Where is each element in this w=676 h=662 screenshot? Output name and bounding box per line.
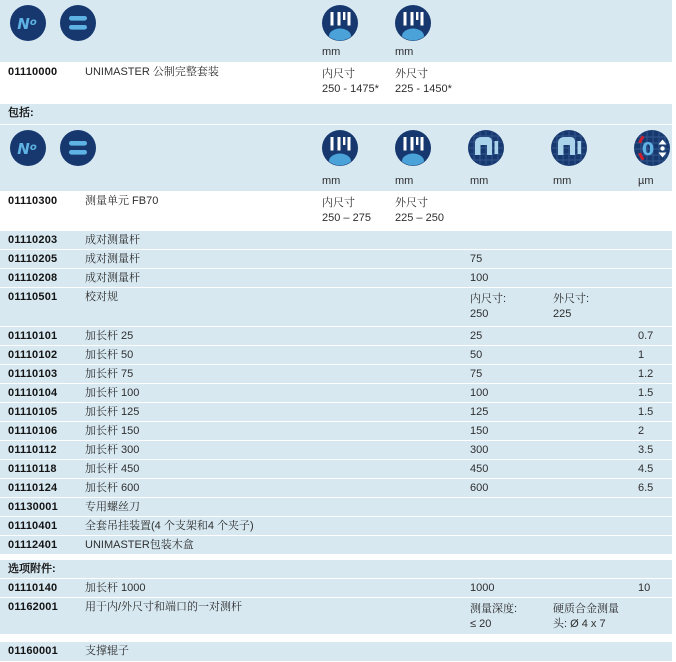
item-description: 用于内/外尺寸和端口的一对测杆 [85,601,243,613]
items-table-header [0,125,672,191]
item-description: UNIMASTER 公制完整套装 [85,66,219,78]
article-number: 01110401 [8,520,58,532]
item-description: 支撑辊子 [85,645,129,657]
table-row [0,327,672,345]
table-row [0,346,672,364]
inside-value: 内尺寸: 250 [470,293,507,320]
measuring-range-inside-icon [322,5,358,41]
item-description: 全套吊挂装置(4 个支架和4 个夹子) [85,520,254,532]
article-number: 01162001 [8,601,58,613]
value-mm: 75 [470,253,483,265]
table-row [0,579,672,597]
table-row [0,536,672,554]
article-number: 01110205 [8,253,58,265]
value-um: 2 [638,425,645,437]
article-number: 01110104 [8,387,58,399]
table-row [0,288,672,326]
article-number: 01110102 [8,349,58,361]
order-number-icon [10,5,46,41]
table-row [0,517,672,535]
value-um: 1.5 [638,387,654,399]
table-row [0,642,672,661]
options-section-row [0,560,672,578]
table-row [0,403,672,421]
value-um: 1 [638,349,645,361]
value-mm: 150 [470,425,489,437]
item-description: 加长杆 300 [85,444,140,456]
includes-label: 包括: [8,107,34,119]
item-description: 成对测量杆 [85,234,140,246]
caliper-icon [468,130,504,166]
item-description: 加长杆 1000 [85,582,146,594]
unit-label: mm [395,175,414,187]
item-description: 加长杆 600 [85,482,140,494]
article-number: 01110101 [8,330,58,342]
value-mm: 100 [470,387,489,399]
includes-section-row [0,104,672,124]
value-mm: 1000 [470,582,495,594]
item-description: 专用螺丝刀 [85,501,140,513]
table-row [0,384,672,402]
item-description: 加长杆 125 [85,406,140,418]
unit-label: µm [638,175,654,187]
carbide-tip: 硬质合金测量 头: Ø 4 x 7 [553,603,619,630]
article-number: 01112401 [8,539,58,551]
item-description: 校对规 [85,291,118,303]
article-number: 01110105 [8,406,58,418]
article-number: 01110140 [8,582,58,594]
unit-label: mm [395,46,414,58]
measuring-range-outside-icon [395,130,431,166]
outside-range: 外尺寸 225 - 1450* [395,68,452,95]
value-um: 0.7 [638,330,654,342]
article-number: 01160001 [8,645,58,657]
inside-range: 内尺寸 250 - 1475* [322,68,379,95]
item-description: 加长杆 100 [85,387,140,399]
equals-icon [60,5,96,41]
value-mm: 25 [470,330,483,342]
value-mm: 125 [470,406,489,418]
unit-label: mm [470,175,489,187]
value-mm: 600 [470,482,489,494]
table-row [0,63,672,100]
value-um: 10 [638,582,651,594]
equals-icon [60,130,96,166]
outside-range: 外尺寸 225 – 250 [395,197,444,224]
item-description: 加长杆 50 [85,349,134,361]
value-mm: 450 [470,463,489,475]
inside-range: 内尺寸 250 – 275 [322,197,371,224]
table-row [0,231,672,249]
outside-value: 外尺寸: 225 [553,293,590,320]
table-row [0,192,672,230]
article-number: 01110106 [8,425,58,437]
measuring-range-inside-icon [322,130,358,166]
value-mm: 75 [470,368,483,380]
table-row [0,250,672,268]
accuracy-icon [634,130,670,166]
unit-label: mm [322,175,341,187]
table-row [0,269,672,287]
article-number: 01110103 [8,368,58,380]
article-number: 01110000 [8,66,58,78]
measuring-range-outside-icon [395,5,431,41]
article-number: 01130001 [8,501,58,513]
set-table-header [0,0,672,62]
item-description: 加长杆 75 [85,368,134,380]
table-row [0,365,672,383]
article-number: 01110124 [8,482,58,494]
article-number: 01110112 [8,444,57,456]
item-description: 测量单元 FB70 [85,195,159,207]
options-label: 选项附件: [8,563,56,575]
value-mm: 300 [470,444,489,456]
item-description: 加长杆 150 [85,425,140,437]
item-description: 加长杆 450 [85,463,140,475]
table-row [0,479,672,497]
table-row [0,441,672,459]
value-mm: 50 [470,349,483,361]
article-number: 01110501 [8,291,58,303]
value-um: 3.5 [638,444,654,456]
order-number-icon [10,130,46,166]
article-number: 01110208 [8,272,58,284]
item-description: 成对测量杆 [85,272,140,284]
value-um: 1.2 [638,368,654,380]
table-row [0,598,672,634]
value-mm: 100 [470,272,489,284]
value-um: 6.5 [638,482,654,494]
article-number: 01110118 [8,463,57,475]
item-description: UNIMASTER包装木盒 [85,539,194,551]
article-number: 01110203 [8,234,58,246]
value-um: 4.5 [638,463,654,475]
unit-label: mm [322,46,341,58]
table-row [0,498,672,516]
unit-label: mm [553,175,572,187]
item-description: 加长杆 25 [85,330,134,342]
article-number: 01110300 [8,195,58,207]
table-row [0,422,672,440]
measuring-depth: 测量深度: ≤ 20 [470,603,518,630]
caliper-icon [551,130,587,166]
table-row [0,460,672,478]
item-description: 成对测量杆 [85,253,140,265]
value-um: 1.5 [638,406,654,418]
